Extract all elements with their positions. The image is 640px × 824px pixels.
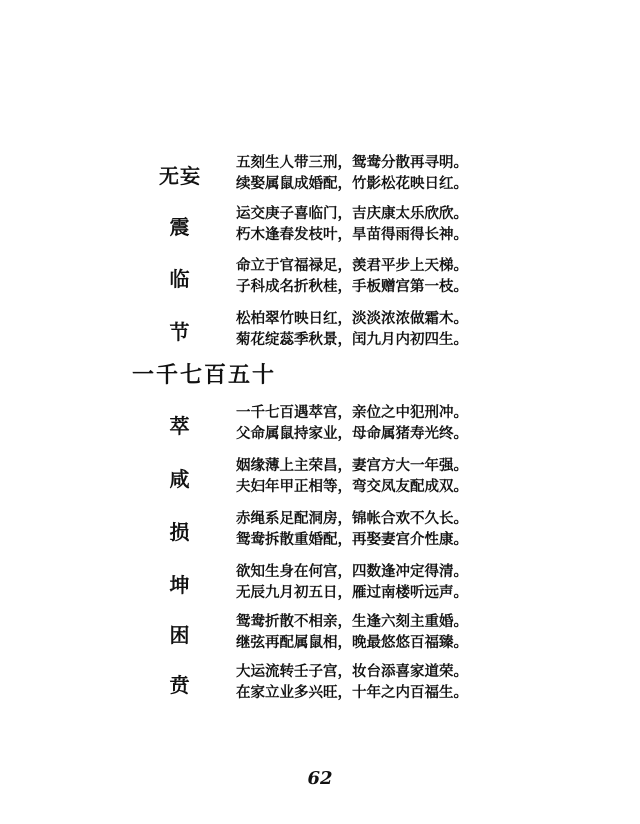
verse-line: 五刻生人带三刑，鸳鸯分散再寻明。 [236,154,468,171]
verse-entry [0,203,640,249]
verse-text [236,152,468,194]
verse-text [236,308,468,350]
verse-entry [0,508,640,554]
verse-line: 在家立业多兴旺，十年之内百福生。 [236,684,468,701]
hexagram-label: 无妄 [159,164,201,188]
verse-line: 续娶属鼠成婚配，竹影松花映日红。 [236,175,468,192]
hexagram-label: 节 [169,320,191,344]
verse-entry [0,152,640,198]
hexagram-label: 咸 [169,467,191,491]
verse-line: 运交庚子喜临门，吉庆康太乐欣欣。 [236,205,468,222]
verse-text [236,661,468,703]
verse-text [236,203,468,245]
hexagram-label: 损 [169,520,191,544]
verse-entry [0,611,640,657]
verse-text [236,402,468,444]
verse-line: 父命属鼠持家业，母命属猪寿光终。 [236,425,468,442]
verse-entry [0,402,640,448]
hexagram-label: 震 [169,215,191,239]
hexagram-label: 贲 [169,673,191,697]
verse-line: 鸳鸯折散不相亲，生逢六刻主重婚。 [236,613,468,630]
verse-entry [0,308,640,354]
verse-entry [0,661,640,707]
section-heading: 一千七百五十 [132,362,277,388]
hexagram-label: 坤 [169,573,191,597]
verse-line: 夫妇年甲正相等，弯交凤友配成双。 [236,478,468,495]
verse-line: 命立于官福禄足，羡君平步上天梯。 [236,257,468,274]
hexagram-label: 萃 [169,414,191,438]
verse-entry [0,455,640,501]
verse-text [236,611,468,653]
verse-text [236,508,468,550]
page-number: 62 [307,768,333,789]
verse-line: 无辰九月初五日，雁过南楼听远声。 [236,584,468,601]
verse-line: 松柏翠竹映日红，淡淡浓浓做霜木。 [236,310,468,327]
verse-line: 子科成名折秋桂，手板赠宫第一枝。 [236,278,468,295]
verse-line: 欲知生身在何宫，四数逢冲定得清。 [236,563,468,580]
verse-entry [0,255,640,301]
verse-line: 姻缘薄上主荣昌，妻宫方大一年强。 [236,457,468,474]
verse-line: 一千七百遇萃宫，亲位之中犯刑冲。 [236,404,468,421]
hexagram-label: 临 [169,267,191,291]
verse-line: 继弦再配属鼠相，晚最悠悠百福臻。 [236,634,468,651]
verse-line: 赤绳系足配洞房，锦帐合欢不久长。 [236,510,468,527]
verse-line: 菊花绽蕊季秋景，闰九月内初四生。 [236,331,468,348]
verse-line: 大运流转壬子宫，妆台添喜家道荣。 [236,663,468,680]
verse-line: 鸳鸯拆散重婚配，再娶妻宫介性康。 [236,531,468,548]
verse-text [236,455,468,497]
hexagram-label: 困 [169,623,191,647]
verse-entry [0,561,640,607]
verse-text [236,255,468,297]
verse-text [236,561,468,603]
verse-line: 朽木逢春发枝叶，旱苗得雨得长神。 [236,226,468,243]
